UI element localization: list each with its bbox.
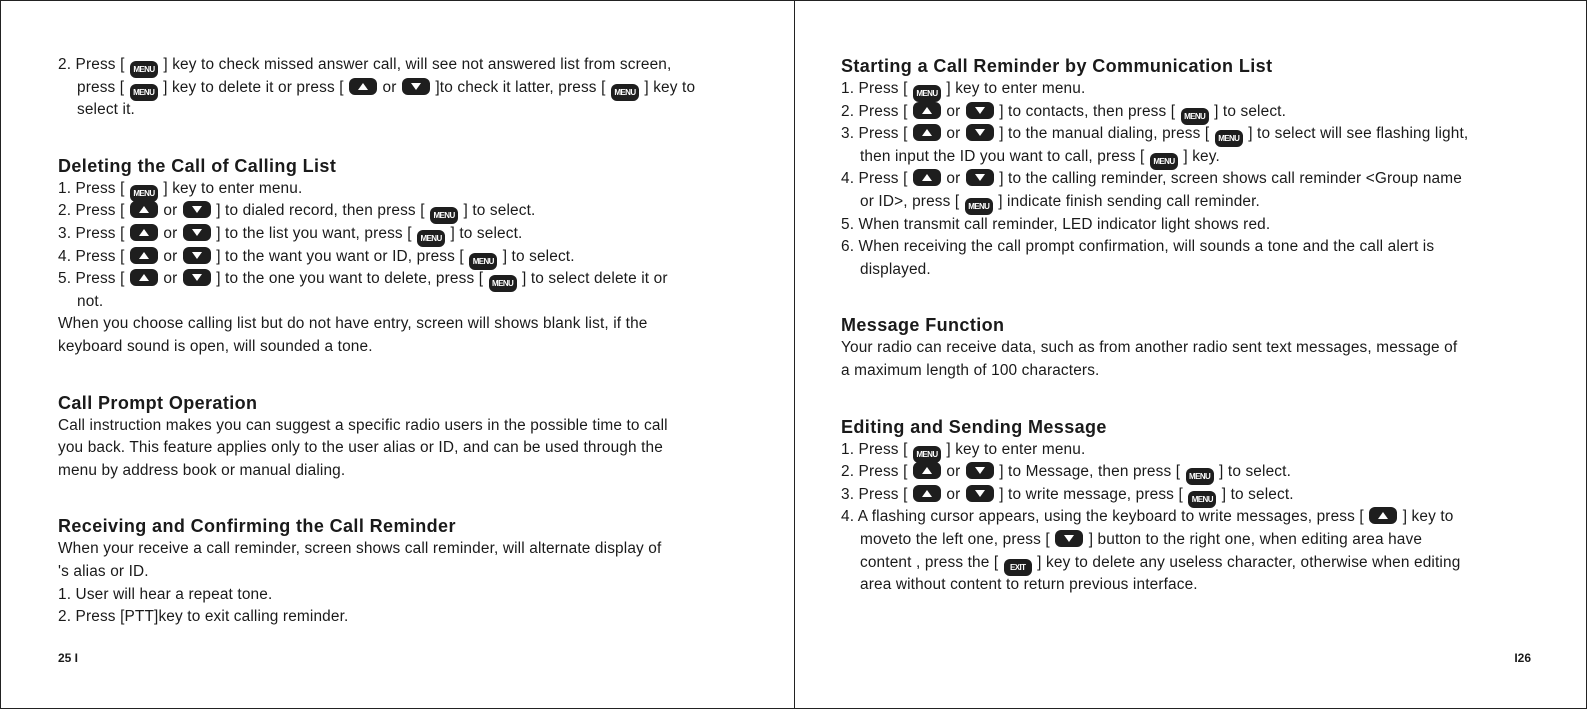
text: ] to select will see flashing light,	[1243, 125, 1469, 143]
text: ] indicate finish sending call reminder.	[993, 192, 1260, 210]
starting-step-6: 6. When receiving the call prompt confirmation, will sounds a tone and the call alert is	[841, 238, 1435, 256]
deleting-note-2: keyboard sound is open, will sounded a tone.	[58, 337, 373, 355]
text: ] to contacts, then press [	[994, 102, 1180, 120]
down-arrow-key-icon	[183, 247, 211, 264]
up-arrow-key-icon	[913, 462, 941, 479]
prompt-line: you back. This feature applies only to the user alias or ID, and can be used through the	[58, 439, 663, 457]
text: or	[941, 485, 965, 503]
message-line: Your radio can receive data, such as from another radio sent text messages, message of	[841, 339, 1458, 357]
text: ] to the calling reminder, screen shows call reminder <Group name	[994, 170, 1462, 188]
text: select it.	[77, 101, 135, 119]
menu-key-icon: MENU	[1188, 491, 1216, 508]
text: ] button to the right one, when editing area have	[1084, 530, 1423, 548]
editing-step-4	[841, 506, 1541, 529]
text: 3. Press [	[841, 125, 912, 143]
text: or	[941, 102, 965, 120]
menu-key-icon: MENU	[417, 230, 445, 247]
text: or	[378, 78, 401, 96]
down-arrow-key-icon	[966, 124, 994, 141]
up-arrow-key-icon	[1369, 507, 1397, 524]
menu-key-icon: MENU	[489, 275, 517, 292]
text: ] to the want you want or ID, press [	[211, 247, 469, 265]
intro-line-2	[58, 77, 738, 100]
text: ] to Message, then press [	[994, 463, 1185, 481]
up-arrow-key-icon	[130, 201, 158, 218]
page-number-left: 25 I	[58, 651, 79, 665]
menu-key-icon: MENU	[913, 85, 941, 102]
text: ] to write message, press [	[994, 485, 1188, 503]
menu-key-icon: MENU	[913, 446, 941, 463]
text: ] to select.	[498, 247, 575, 265]
left-page-content	[58, 54, 738, 629]
text: ] to the list you want, press [	[211, 224, 417, 242]
starting-step-5: 5. When transmit call reminder, LED indicator light shows red.	[841, 215, 1271, 233]
starting-step-2	[841, 101, 1541, 124]
text: 1. Press [	[58, 179, 129, 197]
section-heading-receiving: Receiving and Confirming the Call Reminder	[58, 516, 456, 537]
menu-key-icon: MENU	[130, 61, 158, 78]
starting-step-4-cont	[841, 191, 1541, 214]
text: ]to check it latter, press [	[430, 78, 610, 96]
text: ] key to	[639, 78, 696, 96]
down-arrow-key-icon	[966, 102, 994, 119]
down-arrow-key-icon	[966, 485, 994, 502]
menu-key-icon: MENU	[1181, 108, 1209, 125]
text: ] to select.	[459, 202, 536, 220]
text: content , press the [	[860, 553, 1003, 571]
text: ] key to enter menu.	[941, 80, 1086, 97]
up-arrow-key-icon	[349, 78, 377, 95]
text: ] to select.	[1214, 463, 1291, 481]
menu-key-icon: MENU	[965, 198, 993, 215]
section-heading-starting: Starting a Call Reminder by Communication List	[841, 56, 1273, 76]
text: or ID>, press [	[860, 192, 964, 210]
deleting-step-5	[58, 268, 738, 291]
text: 4. Press [	[841, 170, 912, 188]
deleting-step-1	[58, 178, 738, 201]
message-line: a maximum length of 100 characters.	[841, 361, 1100, 379]
section-heading-prompt: Call Prompt Operation	[58, 392, 258, 413]
text: or	[158, 224, 182, 242]
text: ] to select.	[1217, 485, 1294, 503]
text: ] key to enter menu.	[158, 179, 303, 197]
text: ] to the one you want to delete, press [	[211, 270, 488, 288]
page-number-right: I26	[1514, 651, 1531, 665]
menu-key-icon: MENU	[130, 185, 158, 202]
up-arrow-key-icon	[913, 485, 941, 502]
text: 2. Press [	[841, 463, 912, 481]
text: ] key.	[1178, 147, 1220, 165]
left-page	[1, 1, 794, 708]
text: 1. Press [	[841, 80, 912, 97]
up-arrow-key-icon	[913, 124, 941, 141]
section-heading-deleting: Deleting the Call of Calling List	[58, 155, 337, 176]
up-arrow-key-icon	[130, 224, 158, 241]
deleting-step-5-cont: not.	[77, 292, 104, 310]
text: 3. Press [	[58, 224, 129, 242]
text: then input the ID you want to call, press [	[860, 147, 1149, 165]
down-arrow-key-icon	[966, 462, 994, 479]
menu-key-icon: MENU	[1150, 153, 1178, 170]
receiving-line: 's alias or ID.	[58, 562, 149, 580]
starting-step-1	[841, 78, 1541, 101]
text: 3. Press [	[841, 485, 912, 503]
right-page	[795, 1, 1586, 708]
text: ] to dialed record, then press [	[211, 202, 430, 220]
down-arrow-key-icon	[183, 201, 211, 218]
editing-step-4-cont: area without content to return previous interface.	[860, 576, 1198, 594]
intro-line-3	[58, 99, 738, 122]
up-arrow-key-icon	[130, 247, 158, 264]
right-page-content	[841, 54, 1541, 597]
menu-key-icon: MENU	[430, 207, 458, 224]
down-arrow-key-icon	[1055, 530, 1083, 547]
editing-step-2	[841, 461, 1541, 484]
menu-key-icon: MENU	[1186, 468, 1214, 485]
prompt-line: Call instruction makes you can suggest a specific radio users in the possible time to call	[58, 416, 668, 434]
text: or	[158, 247, 182, 265]
text: 1. Press [	[841, 440, 912, 458]
receiving-line: 1. User will hear a repeat tone.	[58, 585, 273, 603]
starting-step-3	[841, 123, 1541, 146]
down-arrow-key-icon	[966, 169, 994, 186]
down-arrow-key-icon	[183, 224, 211, 241]
starting-step-6-cont: displayed.	[860, 260, 931, 278]
text: 5. Press [	[58, 270, 129, 288]
menu-key-icon: MENU	[1215, 130, 1243, 147]
text: 2. Press [	[58, 56, 129, 73]
text: ] key to delete any useless character, otherwise when editing	[1032, 553, 1461, 571]
text: moveto the left one, press [	[860, 530, 1055, 548]
text: or	[158, 270, 182, 288]
text: 4. Press [	[58, 247, 129, 265]
section-heading-message: Message Function	[841, 315, 1005, 336]
text: or	[941, 170, 965, 188]
text: or	[158, 202, 182, 220]
starting-step-3-cont	[841, 146, 1541, 169]
exit-key-icon: EXIT	[1004, 559, 1032, 576]
down-arrow-key-icon	[402, 78, 430, 95]
editing-step-4-cont	[841, 529, 1541, 552]
text: ] to select delete it or	[517, 270, 668, 288]
text: ] to select.	[1209, 102, 1287, 120]
up-arrow-key-icon	[913, 102, 941, 119]
text: ] to the manual dialing, press [	[994, 125, 1214, 143]
section-heading-editing: Editing and Sending Message	[841, 416, 1107, 437]
text: press [	[77, 78, 129, 96]
text: ] key to delete it or press [	[158, 78, 349, 96]
text: ] key to check missed answer call, will see not answered list from screen,	[158, 56, 672, 73]
text: ] to select.	[446, 224, 523, 242]
text: 2. Press [	[841, 102, 912, 120]
prompt-line: menu by address book or manual dialing.	[58, 461, 346, 479]
text: 4. A flashing cursor appears, using the keyboard to write messages, press [	[841, 508, 1369, 526]
text: or	[941, 125, 965, 143]
editing-step-1	[841, 439, 1541, 462]
menu-key-icon: MENU	[611, 84, 639, 101]
text: 2. Press [	[58, 202, 129, 220]
text: or	[941, 463, 965, 481]
intro-line-1	[58, 54, 738, 77]
receiving-line: 2. Press [PTT]key to exit calling reminder.	[58, 608, 349, 626]
deleting-step-3	[58, 223, 738, 246]
starting-step-4	[841, 168, 1541, 191]
text: ] key to	[1398, 508, 1454, 526]
editing-step-4-cont	[841, 552, 1541, 575]
down-arrow-key-icon	[183, 269, 211, 286]
receiving-line: When your receive a call reminder, screen shows call reminder, will alternate display of	[58, 540, 662, 558]
text: ] key to enter menu.	[941, 440, 1086, 458]
up-arrow-key-icon	[913, 169, 941, 186]
menu-key-icon: MENU	[130, 84, 158, 101]
deleting-step-2	[58, 200, 738, 223]
up-arrow-key-icon	[130, 269, 158, 286]
editing-step-3	[841, 484, 1541, 507]
deleting-note-1: When you choose calling list but do not have entry, screen will shows blank list, if the	[58, 315, 648, 333]
menu-key-icon: MENU	[469, 253, 497, 270]
deleting-step-4	[58, 246, 738, 269]
